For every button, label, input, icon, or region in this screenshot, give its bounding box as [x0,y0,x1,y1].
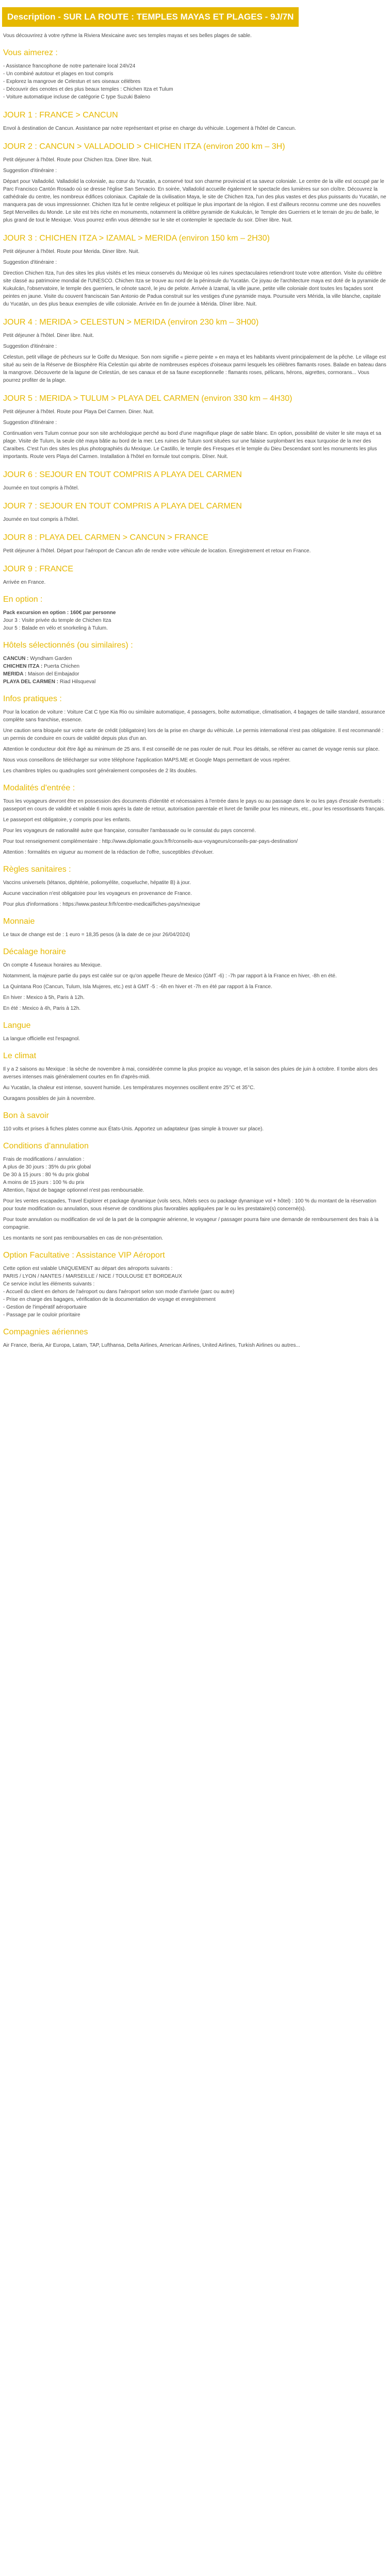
option-item: Jour 5 : Balade en vélo et snorkeling à Tulum. [3,625,108,631]
decalage-paragraph: En hiver : Mexico à 5h, Paris à 12h. [3,994,85,1001]
climat-paragraph: Il y a 2 saisons au Mexique : la sèche de novembre à mai, considérée comme la plus propice au voyage, et la saison des pluies de juin à octobre. Il tombe alors des averses intenses mais généralement courtes en fin d'après-midi. [3,1066,378,1080]
day-title: JOUR 9 : FRANCE [3,564,74,573]
option-heading: En option : [3,595,43,604]
sanitaires-heading: Règles sanitaires : [3,865,71,874]
day-paragraph: Continuation vers Tulum connue pour son site archéologique perché au bord d'une magnifique plage de sable blanc. En option, possibilité de visiter le site maya et sa plage. Visite de Tulum, la seule cité maya bâtie au bord de la mer. Les ruines de Tulum sont situées sur une falaise surplombant les eaux turquoise de la mer des Caraïbes. C'est l'un des sites les plus photographiés du Mexique. Le Castillo, le temple des Fresques et le temple du Dieu Descendant sont les monuments les plus importants. Route vers Playa del Carmen. Installation à l'hôtel en formule tout compris. Dîner. Nuit. [3,430,381,460]
day-paragraph: Départ pour Valladolid. Valladolid la coloniale, au cœur du Yucatán, a conservé tout son charme provincial et sa saveur coloniale. Le centre de la ville est occupé par le Parc Francisco Cantón Rosado où se dresse l'église San Servacio. En soirée, Valladolid accueille également le spectacle des lumières sur son cloître. Découvrez la cathédrale du centre, les nombreux édifices coloniaux. Capitale de la civilisation Maya, le site de Chichen Itza, l'un des plus vastes et des plus puissants du Yucatán, ne manquera pas de vous impressionner. Chichen Itza fut le centre religieux et politique le plus important de la région. Il est d'ailleurs reconnu comme une des nouvelles Sept Merveilles du Monde. Le site est très riche en monuments, notamment la célèbre pyramide de Kukulcán, le Temple des Guerriers et le terrain de jeu de balle, le plus grand de tout le Mexique. Vous pourrez enfin vous détendre sur le site et contempler le spectacle du soir. Dîner libre. Nuit. [3,178,386,223]
day-title: JOUR 6 : SEJOUR EN TOUT COMPRIS A PLAYA DEL CARMEN [3,470,242,479]
assistance-line: PARIS / LYON / NANTES / MARSEILLE / NICE / TOULOUSE ET BORDEAUX [3,1273,182,1279]
infos-paragraph: Nous vous conseillons de télécharger sur votre téléphone l'application MAPS.ME et Google Maps permettant de vous repérer. [3,757,291,763]
sanitaires-paragraph: Vaccins universels (tétanos, diphtérie, poliomyélite, coqueluche, hépatite B) à jour. [3,879,191,886]
hotel-name: Riad Hilsqueval [59,679,96,685]
hotel-name: Maison del Embajador [27,671,79,677]
hotel-city: PLAYA DEL CARMEN : [3,679,60,685]
day-title: JOUR 2 : CANCUN > VALLADOLID > CHICHEN ITZA (environ 200 km – 3H) [3,142,285,151]
sanitaires-list [0,879,391,908]
day-title: JOUR 8 : PLAYA DEL CARMEN > CANCUN > FRANCE [3,533,209,542]
infos-paragraph: Une caution sera bloquée sur votre carte de crédit (obligatoire) lors de la prise en charge du véhicule. Le permis international n'est pas obligatoire. Il est recommandé : un permis de conduire en cours de validité depuis plus d'un an. [3,727,384,741]
day-title: JOUR 3 : CHICHEN ITZA > IZAMAL > MERIDA (environ 150 km – 2H30) [3,233,270,243]
sanitaires-paragraph: Aucune vaccination n'est obligatoire pour les voyageurs en provenance de France. [3,890,192,896]
assistance-line: - Passage par le couloir prioritaire [3,1312,80,1318]
bon-a-savoir-text: 110 volts et prises à fiches plates comme aux États-Unis. Apportez un adaptateur (pas simple à trouver sur place). [3,1126,264,1132]
formalites-list [0,798,391,856]
decalage-heading: Décalage horaire [3,947,66,956]
assistance-line: - Accueil du client en dehors de l'aéroport ou dans l'aéroport selon son mode d'arrivée (parc ou autre) [3,1289,235,1295]
intro-text: Vous découvrirez à votre rythme la Riviera Mexicaine avec ses temples mayas et ses belles plages de sable. [3,32,252,39]
day-paragraph: Suggestion d'itinéraire : [3,419,57,426]
infos-list [0,708,391,775]
day-paragraph: Suggestion d'itinéraire : [3,167,57,174]
infos-paragraph: Pour la location de voiture : Voiture Cat C type Kia Rio ou similaire automatique, 4 passagers, boîte automatique, climatisation, 4 bagages de taille standard, assurance complète sans franchise, essence. [3,709,385,723]
decalage-list [0,961,391,1012]
assistance-line: Ce service inclut les éléments suivants : [3,1281,95,1287]
hotel-city: CHICHEN ITZA : [3,663,44,669]
formalites-heading: Modalités d'entrée : [3,783,75,792]
day-paragraph: Petit déjeuner à l'hôtel. Route pour Playa Del Carmen. Diner. Nuit. [3,409,154,415]
conditions-item: A plus de 30 jours : 35% du prix global [3,1164,91,1170]
day-paragraph: Petit déjeuner à l'hôtel. Route pour Merida. Diner libre. Nuit. [3,248,140,255]
day-paragraph: Celestun, petit village de pêcheurs sur le Golfe du Mexique. Son nom signifie « pierre peinte » en maya et les habitants vivent principalement de la pêche. Le village est situé au sein de la Réserve de Biosphère Ría Celestún qui abrite de nombreuses espèces d'oiseaux parmi lesquels les célèbres flamants roses. Balade en bateau dans la mangrove. Découverte de la lagune de Celestún, de ses canaux et de sa faune exceptionnelle : flamants roses, pélicans, hérons, aigrettes, cormorans... Vous pourrez profiter de la plage. [3,354,386,383]
day-title: JOUR 1 : FRANCE > CANCUN [3,110,118,120]
option-item: Jour 3 : Visite privée du temple de Chichen Itza [3,617,111,623]
vous-aimerez-item: - Découvrir des cenotes et des plus beaux temples : Chichen Itza et Tulum [3,86,173,92]
hotel-name: Puerta Chichen [44,663,80,669]
day-paragraph: Suggestion d'itinéraire : [3,343,57,349]
decalage-paragraph: La Quintana Roo (Cancun, Tulum, Isla Mujeres, etc.) est à GMT -5 : -6h en hiver et -7h en été par rapport à la France. [3,984,272,990]
conditions-item: A moins de 15 jours : 100 % du prix [3,1179,85,1185]
hotel-name: Wyndham Garden [30,655,72,662]
climat-list [0,1065,391,1103]
day-paragraph: Suggestion d'itinéraire : [3,259,57,265]
vous-aimerez-item: - Un combiné autotour et plages en tout compris [3,71,113,77]
hotels-heading: Hôtels sélectionnés (ou similaires) : [3,640,133,650]
infos-heading: Infos pratiques : [3,694,62,703]
langue-heading: Langue [3,1021,31,1030]
day-paragraph: Petit déjeuner à l'hôtel. Route pour Chichen Itza. Diner libre. Nuit. [3,157,153,163]
conditions-paras [0,1197,391,1242]
day-paragraph: Arrivée en France. [3,579,46,585]
hotel-row [3,678,388,686]
conditions-paragraph: Les montants ne sont pas remboursables en cas de non-présentation. [3,1235,164,1241]
vous-aimerez-item: - Assistance francophone de notre partenaire local 24h/24 [3,63,136,69]
hotel-row [3,670,388,678]
climat-paragraph: Au Yucatán, la chaleur est intense, souvent humide. Les températures moyennes oscillent entre 25°C et 35°C. [3,1084,255,1091]
itinerary [0,109,391,586]
vous-aimerez-item: - Voiture automatique incluse de catégorie C type Suzuki Baleno [3,94,151,100]
monnaie-heading: Monnaie [3,917,35,926]
assistance-list [0,1265,391,1319]
day-title: JOUR 5 : MERIDA > TULUM > PLAYA DEL CARMEN (environ 330 km – 4H30) [3,394,292,403]
day-paragraph: Journée en tout compris à l'hôtel. [3,485,79,491]
compagnies-heading: Compagnies aériennes [3,1327,88,1336]
day-paragraph: Petit déjeuner à l'hôtel. Départ pour l'aéroport de Cancun afin de rendre votre véhicule de location. Enregistrement et retour en France. [3,548,311,554]
climat-paragraph: Ouragans possibles de juin à novembre. [3,1095,95,1101]
assistance-line: - Prise en charge des bagages, vérification de la documentation de voyage et enregistrement [3,1296,216,1302]
monnaie-text: Le taux de change est de : 1 euro = 18,35 pesos (à la date de ce jour 26/04/2024) [3,931,190,938]
climat-heading: Le climat [3,1051,37,1060]
langue-text: La langue officielle est l'espagnol. [3,1036,80,1042]
hotel-city: CANCUN : [3,655,30,662]
vous-aimerez-item: - Explorez la mangrove de Celestun et ses oiseaux célébres [3,78,141,84]
assistance-heading: Option Facultative : Assistance VIP Aéroport [3,1250,165,1260]
conditions-item: Attention, l'ajout de bagage optionnel n'est pas remboursable. [3,1187,144,1193]
conditions-paragraph: Pour toute annulation ou modification de vol de la part de la compagnie aérienne, le voyageur / passager pourra faire une demande de remboursement des frais à la compagnie. [3,1216,379,1230]
decalage-paragraph: On compte 4 fuseaux horaires au Mexique. [3,962,102,968]
assistance-line: - Gestion de l'impératif aéroportuaire [3,1304,87,1310]
infos-paragraph: Les chambres triples ou quadruples sont généralement composées de 2 lits doubles. [3,768,197,774]
formalites-paragraph: Pour tout renseignement complémentaire : http://www.diplomatie.gouv.fr/fr/conseils-aux-voyageurs/conseils-par-pays-destination/ [3,838,298,844]
infos-paragraph: Attention le conducteur doit être âgé au minimum de 25 ans. Il est conseillé de ne pas rouler de nuit. Pour les détails, se référer au carnet de voyage remis sur place. [3,746,380,752]
formalites-paragraph: Tous les voyageurs devront être en possession des documents d'identité et nécessaires à l'entrée dans le pays ou au passage dans le ou les pays d'escale éventuels : passeport en cours de validité et valable 6 mois après la date de retour, autorisation parentale et livret de famille pour les mineurs, etc., pour les ressortissants français. [3,798,385,812]
bon-a-savoir-heading: Bon à savoir [3,1111,49,1120]
day-paragraph: Direction Chichen Itza, l'un des sites les plus visités et les mieux conservés du Mexique où les ruines spectaculaires retiendront toute votre attention. Visite du célèbre site classé au patrimoine mondial de l'UNESCO. Chichen Itza se trouve au nord de la péninsule du Yucatán. Ce joyau de l'architecture maya est doté de la pyramide de Kukulcán, l'observatoire, le temple des guerriers, le cénote sacré, le jeu de pelote. Arrivée à Izamal, la ville jaune, petite ville coloniale dont toutes les façades sont peintes en jaune. Visite du couvent franciscain San Antonio de Padua construit sur les vestiges d'une pyramide maya. Poursuite vers Mérida, la ville blanche, capitale du Yucatán, un des plus beaux exemples de ville coloniale. Arrivée en fin de journée à Mérida. Dîner libre. Nuit. [3,270,386,307]
vous-aimerez-heading: Vous aimerez : [3,48,58,57]
option-list [0,617,391,632]
conditions-items [0,1163,391,1194]
decalage-paragraph: En été : Mexico à 4h, Paris à 12h. [3,1005,81,1011]
hotel-row [3,663,388,670]
decalage-paragraph: Notamment, la majeure partie du pays est calée sur ce qu'on appelle l'heure de Mexico (GMT -6) : -7h par rapport à la France en hiver, -8h en été. [3,973,337,979]
formalites-paragraph: Le passeport est obligatoire, y compris pour les enfants. [3,817,131,823]
compagnies-text: Air France, Iberia, Air Europa, Latam, TAP, Lufthansa, Delta Airlines, American Airlines, United Airlines, Turkish Airlines ou autres... [3,1342,300,1348]
page-title: Description - SUR LA ROUTE : TEMPLES MAYAS ET PLAGES - 9J/7N [2,7,299,27]
option-pack-line: Pack excursion en option : 160€ par personne [3,609,116,616]
day-paragraph: Petit déjeuner à l'hôtel. Diner libre. Nuit. [3,332,94,338]
conditions-intro: Frais de modifications / annulation : [3,1156,85,1162]
day-title: JOUR 7 : SEJOUR EN TOUT COMPRIS A PLAYA DEL CARMEN [3,501,242,511]
assistance-line: Cette option est valable UNIQUEMENT au départ des aéroports suivants : [3,1265,173,1272]
day-paragraph: Envol à destination de Cancun. Assistance par notre représentant et prise en charge du véhicule. Logement à l'hôtel de Cancun. [3,125,296,131]
conditions-heading: Conditions d'annulation [3,1141,89,1150]
day-title: JOUR 4 : MERIDA > CELESTUN > MERIDA (environ 230 km – 3H00) [3,317,259,327]
day-paragraph: Journée en tout compris à l'hôtel. [3,516,79,522]
hotels-list [0,655,391,686]
formalites-paragraph: Attention : formalités en vigueur au moment de la rédaction de l'offre, susceptibles d'évoluer. [3,849,214,855]
sanitaires-paragraph: Pour plus d'informations : https://www.pasteur.fr/fr/centre-medical/fiches-pays/mexique [3,901,201,907]
formalites-paragraph: Pour les voyageurs de nationalité autre que française, consulter l'ambassade ou le consulat du pays concerné. [3,827,256,834]
hotel-row [3,655,388,663]
conditions-paragraph: Pour les ventes escapades, Travel Explorer et package dynamique (vols secs, hôtels secs ou package dynamique vol + hôtel) : 100 % du montant de la réservation pour toute modification ou annulation, sous réserve de conditions plus favorables appliquées par le ou les prestataire(s) concerné(s). [3,1198,377,1212]
conditions-item: De 30 à 15 jours : 80 % du prix global [3,1172,89,1178]
vous-aimerez-list [0,62,391,101]
hotel-city: MERIDA : [3,671,28,677]
